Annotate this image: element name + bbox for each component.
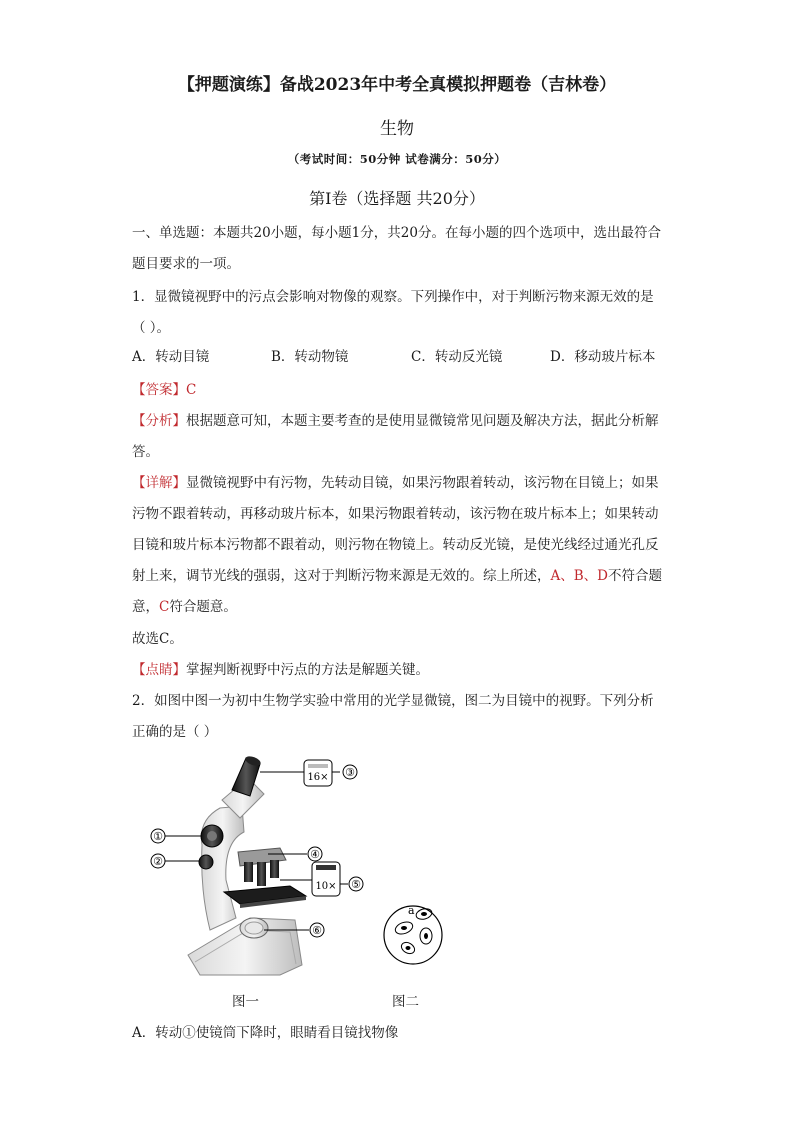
- label-3: ③: [345, 766, 355, 779]
- section-title: 第Ⅰ卷（选择题 共20分）: [309, 189, 485, 208]
- q1-detail: [132, 468, 662, 623]
- q1-option-a: A．转动目镜: [132, 349, 210, 365]
- label-5: ⑤: [351, 878, 361, 891]
- q1-tip: [132, 655, 662, 686]
- objective-magnification: 10×: [315, 881, 337, 892]
- q1-conclusion: 故选C。: [132, 631, 183, 647]
- detail-label: 【详解】: [132, 475, 186, 491]
- analysis-label: 【分析】: [132, 413, 186, 429]
- objective-lens-3: [270, 860, 279, 878]
- detail-red-2: C: [159, 599, 170, 615]
- q1-option-c: C．转动反光镜: [411, 349, 503, 365]
- q1-option-d: D．移动玻片标本: [550, 349, 656, 365]
- instructions: 一、单选题：本题共20小题，每小题1分，共20分。在每小题的四个选项中，选出最符合题目要求的一项。: [132, 225, 661, 272]
- detail-text-1: 显微镜视野中有污物，先转动目镜，如果污物跟着转动，该污物在目镜上；如果污物不跟着转动，再移动玻片标本，如果污物跟着转动，该污物在玻片标本上；如果转动目镜和玻片标本污物都不跟着动，则污物在物镜上。转动反光镜，是使光线经过通光孔反射上来，调节光线的强弱，这对于判断污物来源是无效的。综上所述，: [132, 475, 659, 584]
- objective-lens-2: [257, 862, 266, 886]
- label-4: ④: [310, 848, 320, 861]
- answer-value: C: [186, 382, 197, 398]
- q1-answer: [132, 375, 662, 406]
- microscope-figure: [140, 750, 470, 990]
- fine-focus-knob: [199, 855, 213, 869]
- q2-option-a: A．转动①使镜筒下降时，眼睛看目镜找物像: [132, 1025, 399, 1041]
- label-6: ⑥: [312, 924, 322, 937]
- exam-title: 【押题演练】备战2023年中考全真模拟押题卷（吉林卷）: [177, 75, 617, 95]
- exam-info: （考试时间：50分钟 试卷满分：50分）: [287, 152, 507, 166]
- subject-title: 生物: [380, 119, 414, 139]
- q1-option-b: B．转动物镜: [271, 349, 349, 365]
- answer-label: 【答案】: [132, 382, 186, 398]
- detail-text-3: 符合题意。: [169, 599, 237, 615]
- eyepiece-magnification: 16×: [307, 772, 329, 783]
- tip-text: 掌握判断视野中污点的方法是解题关键。: [186, 662, 429, 678]
- field-of-view: [384, 904, 442, 964]
- q1-analysis: [132, 406, 662, 468]
- question-1-stem: 1．显微镜视野中的污点会影响对物像的观察。下列操作中，对于判断污物来源无效的是（ ）。: [132, 289, 654, 336]
- objective-lens-1: [244, 862, 253, 882]
- tip-label: 【点睛】: [132, 662, 186, 678]
- view-label-a: a: [408, 904, 415, 917]
- analysis-text: 根据题意可知，本题主要考查的是使用显微镜常见问题及解决方法，据此分析解答。: [132, 413, 659, 460]
- detail-red-1: A、B、D: [550, 568, 608, 584]
- figure-caption-2: 图二: [392, 994, 419, 1010]
- figure-caption-1: 图一: [232, 994, 259, 1010]
- label-2: ②: [153, 855, 163, 868]
- detail-text-2: 不符合题意，: [132, 568, 662, 615]
- label-1: ①: [153, 830, 163, 843]
- question-2-stem: 2．如图中图一为初中生物学实验中常用的光学显微镜，图二为目镜中的视野。下列分析正确的是（ ）: [132, 693, 654, 740]
